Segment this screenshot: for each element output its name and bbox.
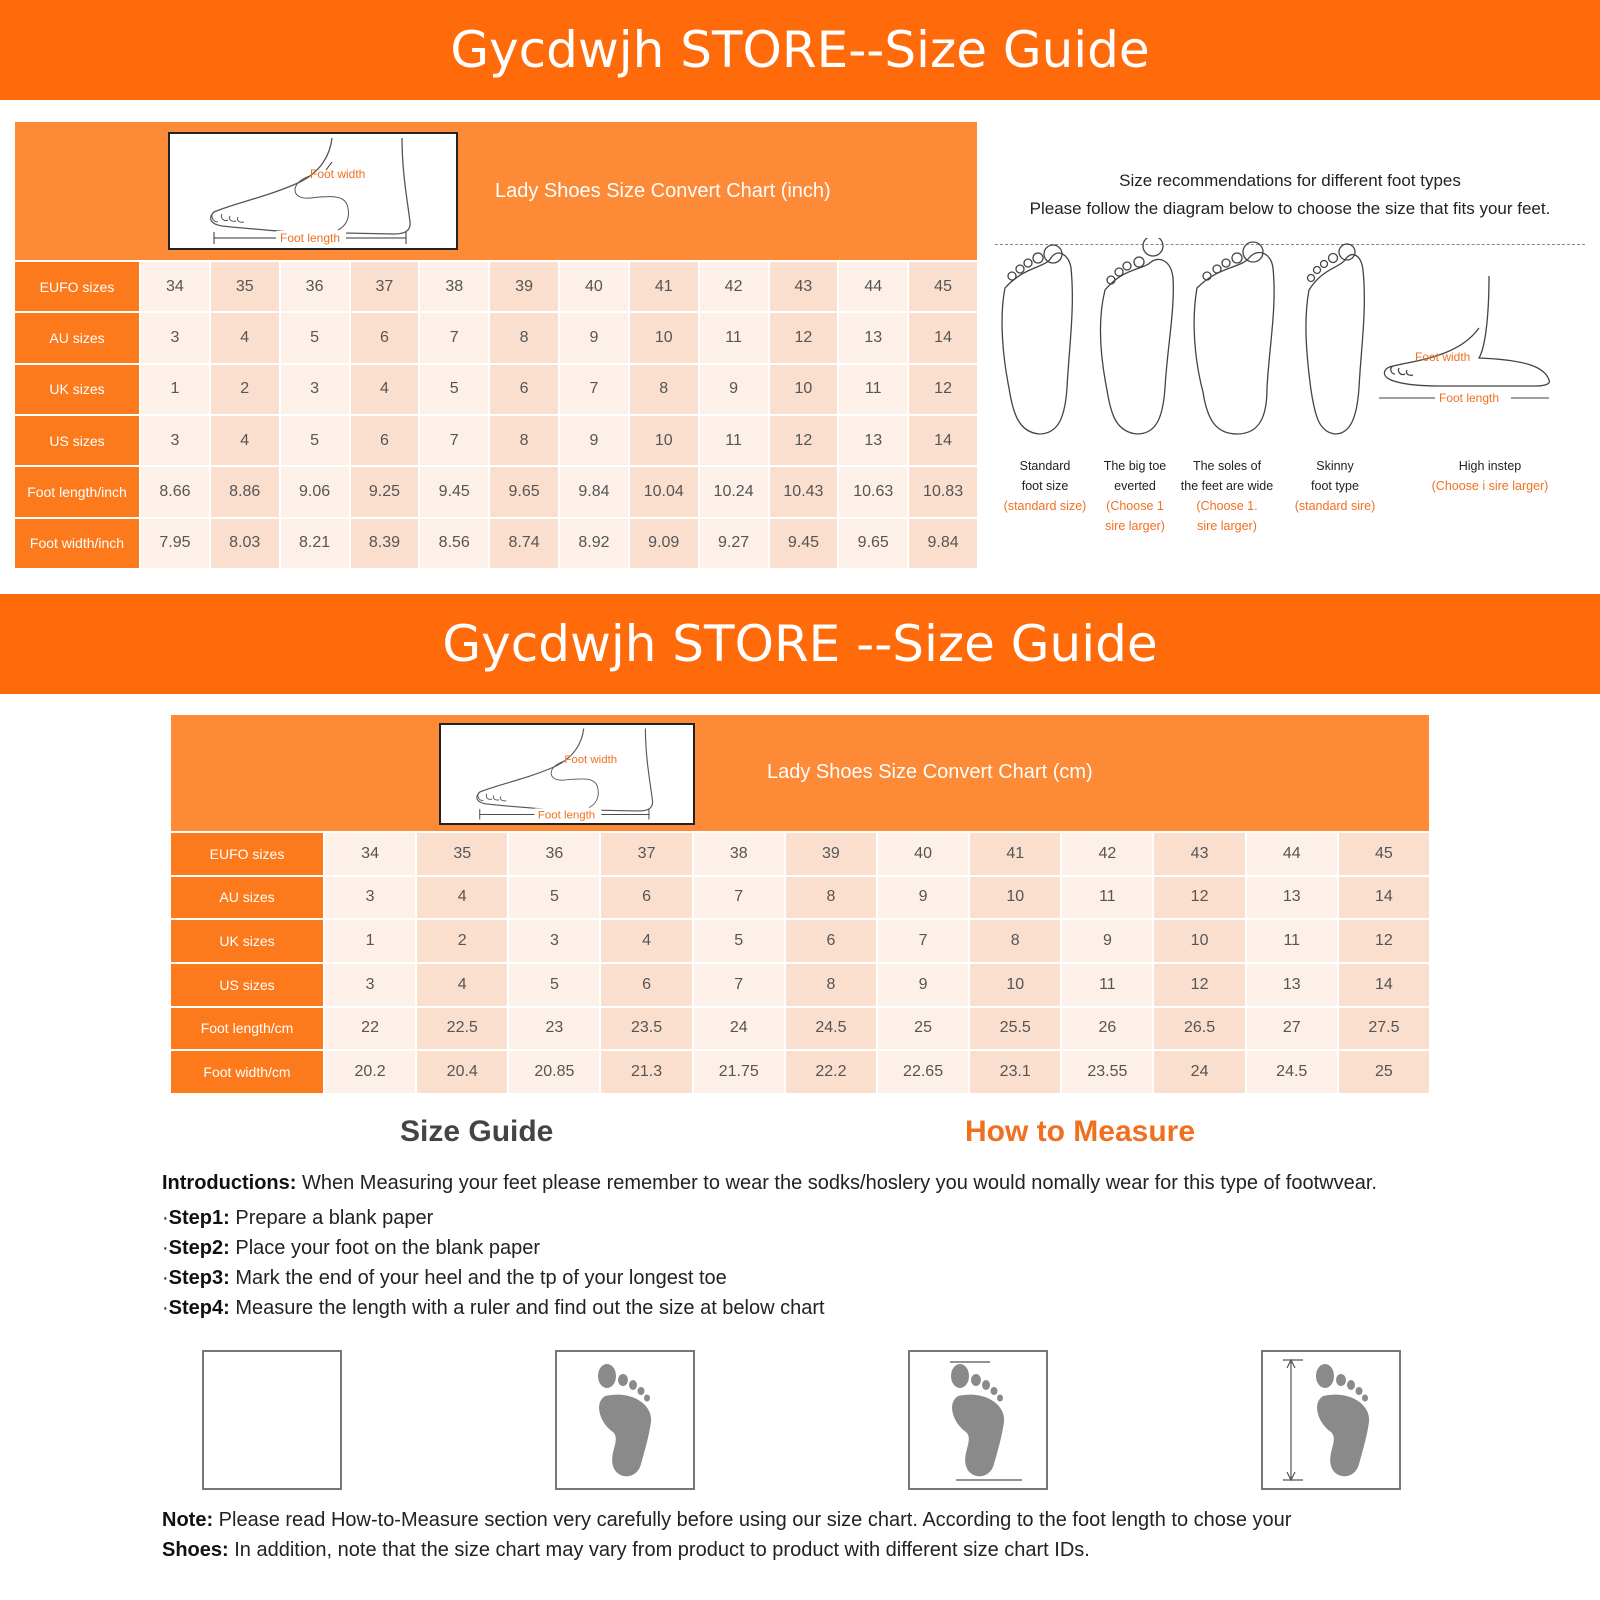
foot-type-high-instep-label: High instep (Choose i sire larger) — [1431, 459, 1549, 493]
table-cell: 40 — [878, 833, 968, 875]
table-cell: 1 — [325, 920, 415, 962]
table-cell: 8 — [786, 964, 876, 1006]
table-cell: 10.24 — [700, 467, 768, 516]
footprint-ruler-icon — [1263, 1352, 1399, 1488]
table-cell: 2 — [417, 920, 507, 962]
table-cell: 7 — [420, 416, 488, 465]
table-cell: 23.5 — [601, 1008, 691, 1050]
measure-step4-ruler — [1261, 1350, 1401, 1490]
table-cell: 9.27 — [700, 519, 768, 568]
standard-foot-icon — [1002, 245, 1072, 434]
table-cell: 43 — [1154, 833, 1244, 875]
foot-side-icon-cm — [441, 725, 693, 823]
row-label: US sizes — [15, 416, 139, 465]
table-cell: 24 — [1154, 1051, 1244, 1093]
foot-types-heading: Size recommendations for different foot types — [1119, 171, 1461, 190]
table-cell: 9.45 — [770, 519, 838, 568]
row-label: EUFO sizes — [15, 262, 139, 311]
table-cell: 6 — [786, 920, 876, 962]
table-cell: 6 — [601, 877, 691, 919]
table-cell: 24.5 — [786, 1008, 876, 1050]
table-cell: 44 — [839, 262, 907, 311]
table-cell: 9 — [878, 877, 968, 919]
table-cell: 6 — [601, 964, 691, 1006]
table-cell: 25.5 — [970, 1008, 1060, 1050]
table-cell: 44 — [1247, 833, 1337, 875]
table-cell: 7 — [420, 313, 488, 362]
bottom-banner — [0, 594, 1600, 694]
table-cell: 45 — [909, 262, 977, 311]
table-cell: 8 — [490, 416, 558, 465]
table-cell: 9.65 — [490, 467, 558, 516]
table-cell: 42 — [1062, 833, 1152, 875]
cm-foot-diagram — [439, 723, 695, 825]
top-banner-title: Gycdwjh STORE--Size Guide — [450, 21, 1150, 79]
table-cell: 5 — [509, 877, 599, 919]
table-cell: 7 — [694, 877, 784, 919]
table-cell: 8.66 — [141, 467, 209, 516]
table-cell: 10 — [630, 416, 698, 465]
table-cell: 27.5 — [1339, 1008, 1429, 1050]
table-cell: 39 — [786, 833, 876, 875]
table-cell: 21.3 — [601, 1051, 691, 1093]
measure-step1-blank-paper — [202, 1350, 342, 1490]
table-cell: 45 — [1339, 833, 1429, 875]
inch-size-chart — [15, 122, 977, 568]
foot-type-big-toe-label: The big toe everted (Choose 1 sire larger) — [1103, 459, 1167, 533]
table-cell: 4 — [417, 964, 507, 1006]
table-cell: 27 — [1247, 1008, 1337, 1050]
row-label: UK sizes — [171, 920, 323, 962]
table-cell: 10.43 — [770, 467, 838, 516]
footprint-icon — [557, 1352, 693, 1488]
table-cell: 14 — [1339, 877, 1429, 919]
table-cell: 26 — [1062, 1008, 1152, 1050]
row-label: Foot width/inch — [15, 519, 139, 568]
table-cell: 8 — [630, 365, 698, 414]
table-cell: 22.2 — [786, 1051, 876, 1093]
table-cell: 34 — [325, 833, 415, 875]
table-cell: 12 — [1154, 964, 1244, 1006]
table-cell: 37 — [351, 262, 419, 311]
inch-size-table — [15, 262, 977, 568]
note-line-2: Shoes: In addition, note that the size chart may vary from product to product with different size chart IDs. — [162, 1539, 1090, 1561]
table-cell: 13 — [1247, 964, 1337, 1006]
table-cell: 10 — [970, 964, 1060, 1006]
table-cell: 38 — [420, 262, 488, 311]
table-cell: 9.25 — [351, 467, 419, 516]
inch-foot-length-label: Foot length — [280, 231, 341, 245]
table-cell: 12 — [770, 416, 838, 465]
table-cell: 21.75 — [694, 1051, 784, 1093]
bottom-banner-title: Gycdwjh STORE --Size Guide — [442, 615, 1158, 673]
table-cell: 11 — [1062, 877, 1152, 919]
table-cell: 8 — [490, 313, 558, 362]
table-cell: 20.4 — [417, 1051, 507, 1093]
table-cell: 4 — [601, 920, 691, 962]
table-cell: 14 — [909, 416, 977, 465]
table-cell: 11 — [1062, 964, 1152, 1006]
cm-chart-title: Lady Shoes Size Convert Chart (cm) — [767, 761, 1093, 783]
big-toe-everted-icon — [1101, 238, 1174, 434]
table-cell: 5 — [694, 920, 784, 962]
foot-type-wide-soles-label: The soles of the feet are wide (Choose 1. sire larger) — [1180, 459, 1274, 533]
table-cell: 10 — [630, 313, 698, 362]
table-cell: 8 — [786, 877, 876, 919]
table-cell: 36 — [509, 833, 599, 875]
instep-foot-width-label: Foot width — [1415, 350, 1471, 364]
table-cell: 9 — [878, 964, 968, 1006]
table-cell: 13 — [839, 313, 907, 362]
cm-foot-length-label: Foot length — [537, 809, 596, 822]
row-label: Foot length/inch — [15, 467, 139, 516]
table-cell: 10.83 — [909, 467, 977, 516]
table-cell: 14 — [909, 313, 977, 362]
table-cell: 34 — [141, 262, 209, 311]
table-cell: 2 — [211, 365, 279, 414]
table-cell: 13 — [839, 416, 907, 465]
table-cell: 24.5 — [1247, 1051, 1337, 1093]
table-cell: 9.84 — [909, 519, 977, 568]
note-line-1: Note: Please read How-to-Measure section very carefully before using our size chart. According to the foot length to chose your — [162, 1509, 1292, 1531]
table-cell: 7 — [694, 964, 784, 1006]
step-2: ·Step2: Place your foot on the blank paper — [162, 1237, 541, 1259]
inch-foot-width-label: Foot width — [310, 167, 366, 181]
how-to-measure-title: How to Measure — [965, 1115, 1196, 1148]
row-label: EUFO sizes — [171, 833, 323, 875]
table-cell: 9 — [560, 313, 628, 362]
table-cell: 6 — [351, 416, 419, 465]
table-cell: 41 — [630, 262, 698, 311]
table-cell: 8.92 — [560, 519, 628, 568]
table-cell: 1 — [141, 365, 209, 414]
table-cell: 7.95 — [141, 519, 209, 568]
table-cell: 39 — [490, 262, 558, 311]
table-cell: 6 — [351, 313, 419, 362]
cm-size-chart — [171, 715, 1429, 1093]
introductions — [162, 1172, 1377, 1195]
table-cell: 11 — [839, 365, 907, 414]
table-cell: 10 — [770, 365, 838, 414]
table-cell: 9 — [560, 416, 628, 465]
instep-foot-length-label: Foot length — [1439, 391, 1500, 405]
table-cell: 37 — [601, 833, 691, 875]
row-label: UK sizes — [15, 365, 139, 414]
table-cell: 9.09 — [630, 519, 698, 568]
table-cell: 22 — [325, 1008, 415, 1050]
table-cell: 41 — [970, 833, 1060, 875]
inch-chart-title: Lady Shoes Size Convert Chart (inch) — [495, 180, 831, 202]
table-cell: 11 — [700, 416, 768, 465]
table-cell: 8.56 — [420, 519, 488, 568]
cm-foot-width-label: Foot width — [564, 753, 618, 766]
table-cell: 3 — [325, 877, 415, 919]
table-cell: 9.06 — [281, 467, 349, 516]
step-1: ·Step1: Prepare a blank paper — [162, 1207, 434, 1229]
table-cell: 5 — [509, 964, 599, 1006]
table-cell: 40 — [560, 262, 628, 311]
foot-type-skinny-label: Skinny foot type (standard sire) — [1294, 459, 1376, 513]
top-banner — [0, 0, 1600, 100]
table-cell: 4 — [351, 365, 419, 414]
step-4: ·Step4: Measure the length with a ruler and find out the size at below chart — [162, 1297, 825, 1319]
table-cell: 25 — [1339, 1051, 1429, 1093]
table-cell: 8.74 — [490, 519, 558, 568]
table-cell: 8.86 — [211, 467, 279, 516]
table-cell: 14 — [1339, 964, 1429, 1006]
table-cell: 9.45 — [420, 467, 488, 516]
table-cell: 20.2 — [325, 1051, 415, 1093]
row-label: US sizes — [171, 964, 323, 1006]
table-cell: 23.1 — [970, 1051, 1060, 1093]
table-cell: 8.21 — [281, 519, 349, 568]
table-cell: 3 — [509, 920, 599, 962]
intro-label: Introductions: — [162, 1172, 297, 1194]
foot-types-subheading: Please follow the diagram below to choose the size that fits your feet. — [1029, 199, 1551, 218]
table-cell: 7 — [560, 365, 628, 414]
table-cell: 8.39 — [351, 519, 419, 568]
table-cell: 3 — [281, 365, 349, 414]
table-cell: 22.65 — [878, 1051, 968, 1093]
wide-soles-icon — [1194, 242, 1274, 434]
table-cell: 12 — [1154, 877, 1244, 919]
table-cell: 35 — [211, 262, 279, 311]
row-label: AU sizes — [171, 877, 323, 919]
table-cell: 10 — [1154, 920, 1244, 962]
table-cell: 6 — [490, 365, 558, 414]
table-cell: 24 — [694, 1008, 784, 1050]
skinny-foot-icon — [1306, 244, 1364, 434]
table-cell: 12 — [770, 313, 838, 362]
table-cell: 3 — [325, 964, 415, 1006]
table-cell: 10.63 — [839, 467, 907, 516]
table-cell: 9 — [700, 365, 768, 414]
table-cell: 26.5 — [1154, 1008, 1244, 1050]
table-cell: 22.5 — [417, 1008, 507, 1050]
foot-type-standard-label: Standard foot size (standard size) — [1003, 459, 1087, 513]
table-cell: 9.65 — [839, 519, 907, 568]
table-cell: 4 — [417, 877, 507, 919]
table-cell: 7 — [878, 920, 968, 962]
table-cell: 3 — [141, 313, 209, 362]
table-cell: 38 — [694, 833, 784, 875]
table-cell: 9.84 — [560, 467, 628, 516]
measure-step3-mark-heel-toe — [908, 1350, 1048, 1490]
inch-foot-diagram — [168, 132, 458, 250]
table-cell: 5 — [281, 313, 349, 362]
table-cell: 23.55 — [1062, 1051, 1152, 1093]
table-cell: 10 — [970, 877, 1060, 919]
table-cell: 5 — [281, 416, 349, 465]
table-cell: 12 — [1339, 920, 1429, 962]
row-label: Foot length/cm — [171, 1008, 323, 1050]
table-cell: 11 — [700, 313, 768, 362]
table-cell: 36 — [281, 262, 349, 311]
table-cell: 10.04 — [630, 467, 698, 516]
footprint-marked-icon — [910, 1352, 1046, 1488]
table-cell: 35 — [417, 833, 507, 875]
measure-step2-foot-on-paper — [555, 1350, 695, 1490]
foot-types-diagram — [995, 238, 1595, 443]
table-cell: 8.03 — [211, 519, 279, 568]
table-cell: 12 — [909, 365, 977, 414]
table-cell: 5 — [420, 365, 488, 414]
foot-side-icon — [170, 134, 456, 248]
step-3: ·Step3: Mark the end of your heel and the tp of your longest toe — [162, 1267, 727, 1289]
table-cell: 8 — [970, 920, 1060, 962]
table-cell: 20.85 — [509, 1051, 599, 1093]
high-instep-icon — [1379, 276, 1549, 398]
table-cell: 42 — [700, 262, 768, 311]
table-cell: 3 — [141, 416, 209, 465]
table-cell: 11 — [1247, 920, 1337, 962]
table-cell: 23 — [509, 1008, 599, 1050]
table-cell: 25 — [878, 1008, 968, 1050]
table-cell: 13 — [1247, 877, 1337, 919]
table-cell: 9 — [1062, 920, 1152, 962]
table-cell: 4 — [211, 313, 279, 362]
cm-size-table — [171, 833, 1429, 1093]
size-guide-title: Size Guide — [400, 1115, 554, 1148]
table-cell: 43 — [770, 262, 838, 311]
table-cell: 4 — [211, 416, 279, 465]
intro-text: When Measuring your feet please remember to wear the sodks/hoslery you would nomally wear for this type of footwvear. — [296, 1172, 1377, 1194]
row-label: AU sizes — [15, 313, 139, 362]
row-label: Foot width/cm — [171, 1051, 323, 1093]
